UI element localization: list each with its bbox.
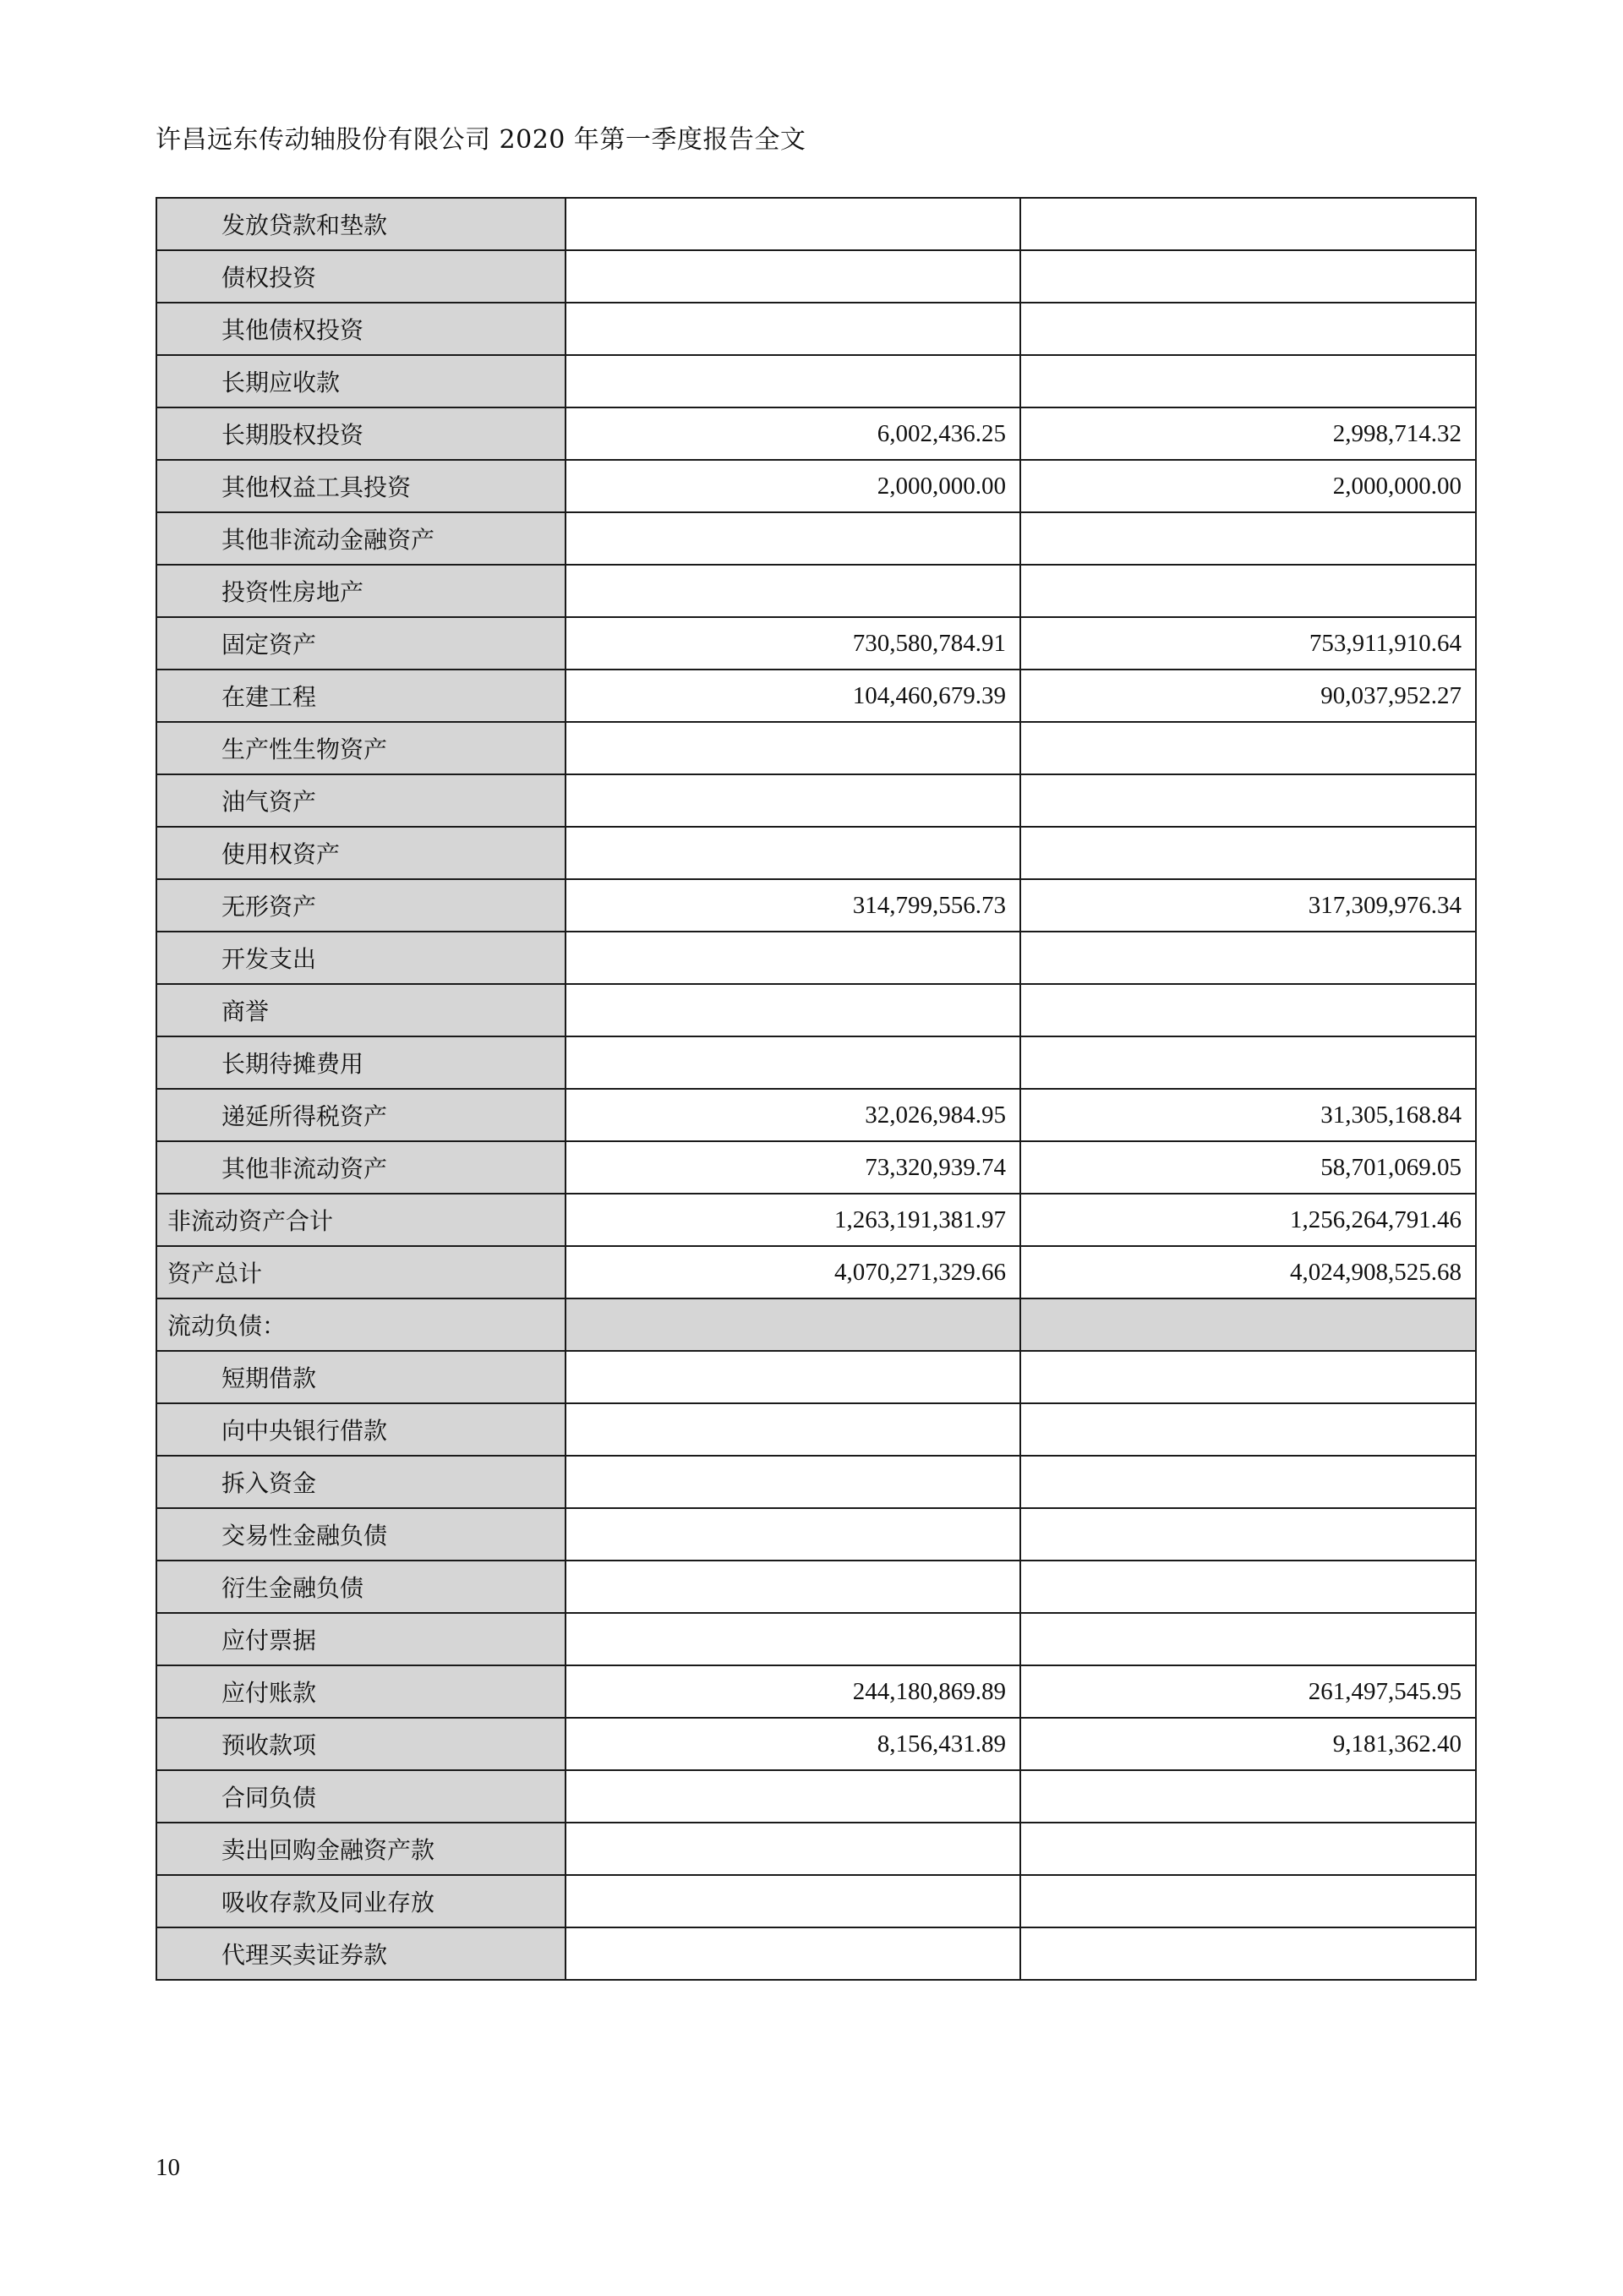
value-prior-period — [1020, 1875, 1476, 1927]
row-label: 固定资产 — [156, 617, 566, 670]
table-row — [156, 827, 1476, 879]
row-label: 吸收存款及同业存放 — [156, 1875, 566, 1927]
value-current-period — [566, 198, 1020, 250]
row-label: 代理买卖证券款 — [156, 1927, 566, 1980]
value-current-period: 1,263,191,381.97 — [566, 1194, 1020, 1246]
value-current-period — [566, 1561, 1020, 1613]
table-row — [156, 1246, 1476, 1298]
row-label: 长期应收款 — [156, 355, 566, 407]
value-prior-period — [1020, 1403, 1476, 1456]
value-current-period — [566, 932, 1020, 984]
table-row — [156, 250, 1476, 303]
table-row — [156, 565, 1476, 617]
value-prior-period — [1020, 1508, 1476, 1561]
table-row — [156, 1718, 1476, 1770]
balance-sheet-table — [156, 197, 1477, 1981]
row-label: 商誉 — [156, 984, 566, 1036]
value-prior-period — [1020, 984, 1476, 1036]
value-prior-period — [1020, 1823, 1476, 1875]
row-label: 非流动资产合计 — [156, 1194, 566, 1246]
row-label: 其他非流动金融资产 — [156, 512, 566, 565]
table-row — [156, 1823, 1476, 1875]
value-prior-period — [1020, 355, 1476, 407]
row-label: 递延所得税资产 — [156, 1089, 566, 1141]
value-current-period: 244,180,869.89 — [566, 1665, 1020, 1718]
value-prior-period: 2,000,000.00 — [1020, 460, 1476, 512]
row-label: 使用权资产 — [156, 827, 566, 879]
table-row — [156, 1875, 1476, 1927]
table-row — [156, 879, 1476, 932]
row-label: 衍生金融负债 — [156, 1561, 566, 1613]
value-current-period — [566, 1613, 1020, 1665]
row-label: 资产总计 — [156, 1246, 566, 1298]
value-prior-period — [1020, 250, 1476, 303]
value-prior-period — [1020, 827, 1476, 879]
table-row — [156, 984, 1476, 1036]
row-label: 短期借款 — [156, 1351, 566, 1403]
value-current-period — [566, 1875, 1020, 1927]
row-label: 债权投资 — [156, 250, 566, 303]
value-prior-period — [1020, 565, 1476, 617]
table-row — [156, 617, 1476, 670]
value-current-period — [566, 355, 1020, 407]
row-label: 应付账款 — [156, 1665, 566, 1718]
value-current-period: 4,070,271,329.66 — [566, 1246, 1020, 1298]
table-row — [156, 1403, 1476, 1456]
value-current-period — [566, 1403, 1020, 1456]
table-row — [156, 303, 1476, 355]
table-row — [156, 1194, 1476, 1246]
value-current-period: 314,799,556.73 — [566, 879, 1020, 932]
table-row — [156, 1613, 1476, 1665]
row-label: 其他债权投资 — [156, 303, 566, 355]
table-row — [156, 1508, 1476, 1561]
value-prior-period — [1020, 1351, 1476, 1403]
value-prior-period — [1020, 932, 1476, 984]
value-current-period — [566, 984, 1020, 1036]
table-row — [156, 1561, 1476, 1613]
value-prior-period: 90,037,952.27 — [1020, 670, 1476, 722]
row-label: 交易性金融负债 — [156, 1508, 566, 1561]
row-label: 长期待摊费用 — [156, 1036, 566, 1089]
row-label: 卖出回购金融资产款 — [156, 1823, 566, 1875]
value-current-period — [566, 1298, 1020, 1351]
value-prior-period — [1020, 1298, 1476, 1351]
row-label: 流动负债： — [156, 1298, 566, 1351]
table-row — [156, 1456, 1476, 1508]
value-prior-period — [1020, 303, 1476, 355]
row-label: 在建工程 — [156, 670, 566, 722]
row-label: 开发支出 — [156, 932, 566, 984]
table-row — [156, 774, 1476, 827]
value-prior-period — [1020, 1456, 1476, 1508]
row-label: 发放贷款和垫款 — [156, 198, 566, 250]
table-row — [156, 1298, 1476, 1351]
value-prior-period: 4,024,908,525.68 — [1020, 1246, 1476, 1298]
row-label: 其他非流动资产 — [156, 1141, 566, 1194]
row-label: 向中央银行借款 — [156, 1403, 566, 1456]
value-current-period — [566, 722, 1020, 774]
row-label: 油气资产 — [156, 774, 566, 827]
value-current-period — [566, 1036, 1020, 1089]
row-label: 投资性房地产 — [156, 565, 566, 617]
table-row — [156, 1770, 1476, 1823]
value-prior-period — [1020, 722, 1476, 774]
value-prior-period: 317,309,976.34 — [1020, 879, 1476, 932]
value-current-period: 8,156,431.89 — [566, 1718, 1020, 1770]
value-current-period: 6,002,436.25 — [566, 407, 1020, 460]
value-current-period: 32,026,984.95 — [566, 1089, 1020, 1141]
value-prior-period: 31,305,168.84 — [1020, 1089, 1476, 1141]
table-row — [156, 407, 1476, 460]
row-label: 生产性生物资产 — [156, 722, 566, 774]
value-prior-period: 58,701,069.05 — [1020, 1141, 1476, 1194]
value-prior-period: 9,181,362.40 — [1020, 1718, 1476, 1770]
value-prior-period: 2,998,714.32 — [1020, 407, 1476, 460]
value-current-period — [566, 774, 1020, 827]
table-row — [156, 1036, 1476, 1089]
page-number: 10 — [156, 2154, 180, 2181]
table-row — [156, 1089, 1476, 1141]
value-current-period: 104,460,679.39 — [566, 670, 1020, 722]
row-label: 应付票据 — [156, 1613, 566, 1665]
value-prior-period: 261,497,545.95 — [1020, 1665, 1476, 1718]
value-current-period — [566, 827, 1020, 879]
row-label: 无形资产 — [156, 879, 566, 932]
value-current-period: 730,580,784.91 — [566, 617, 1020, 670]
value-current-period — [566, 565, 1020, 617]
value-prior-period: 753,911,910.64 — [1020, 617, 1476, 670]
value-prior-period: 1,256,264,791.46 — [1020, 1194, 1476, 1246]
value-current-period — [566, 512, 1020, 565]
value-current-period — [566, 1351, 1020, 1403]
table-row — [156, 460, 1476, 512]
table-row — [156, 722, 1476, 774]
table-row — [156, 1351, 1476, 1403]
table-row — [156, 1141, 1476, 1194]
table-row — [156, 670, 1476, 722]
table-row — [156, 932, 1476, 984]
value-current-period — [566, 1456, 1020, 1508]
value-prior-period — [1020, 512, 1476, 565]
value-current-period — [566, 1508, 1020, 1561]
table-row — [156, 1665, 1476, 1718]
value-current-period — [566, 1927, 1020, 1980]
table-row — [156, 198, 1476, 250]
value-current-period — [566, 1823, 1020, 1875]
table-row — [156, 512, 1476, 565]
row-label: 其他权益工具投资 — [156, 460, 566, 512]
row-label: 拆入资金 — [156, 1456, 566, 1508]
table-row — [156, 355, 1476, 407]
row-label: 合同负债 — [156, 1770, 566, 1823]
value-current-period — [566, 250, 1020, 303]
value-prior-period — [1020, 198, 1476, 250]
balance-sheet-table-body — [156, 198, 1476, 1980]
value-prior-period — [1020, 1561, 1476, 1613]
value-prior-period — [1020, 774, 1476, 827]
table-row — [156, 1927, 1476, 1980]
value-current-period — [566, 1770, 1020, 1823]
row-label: 预收款项 — [156, 1718, 566, 1770]
value-prior-period — [1020, 1036, 1476, 1089]
value-current-period: 73,320,939.74 — [566, 1141, 1020, 1194]
value-prior-period — [1020, 1927, 1476, 1980]
value-prior-period — [1020, 1770, 1476, 1823]
value-prior-period — [1020, 1613, 1476, 1665]
value-current-period: 2,000,000.00 — [566, 460, 1020, 512]
row-label: 长期股权投资 — [156, 407, 566, 460]
page-header-title: 许昌远东传动轴股份有限公司 2020 年第一季度报告全文 — [156, 125, 806, 155]
value-current-period — [566, 303, 1020, 355]
